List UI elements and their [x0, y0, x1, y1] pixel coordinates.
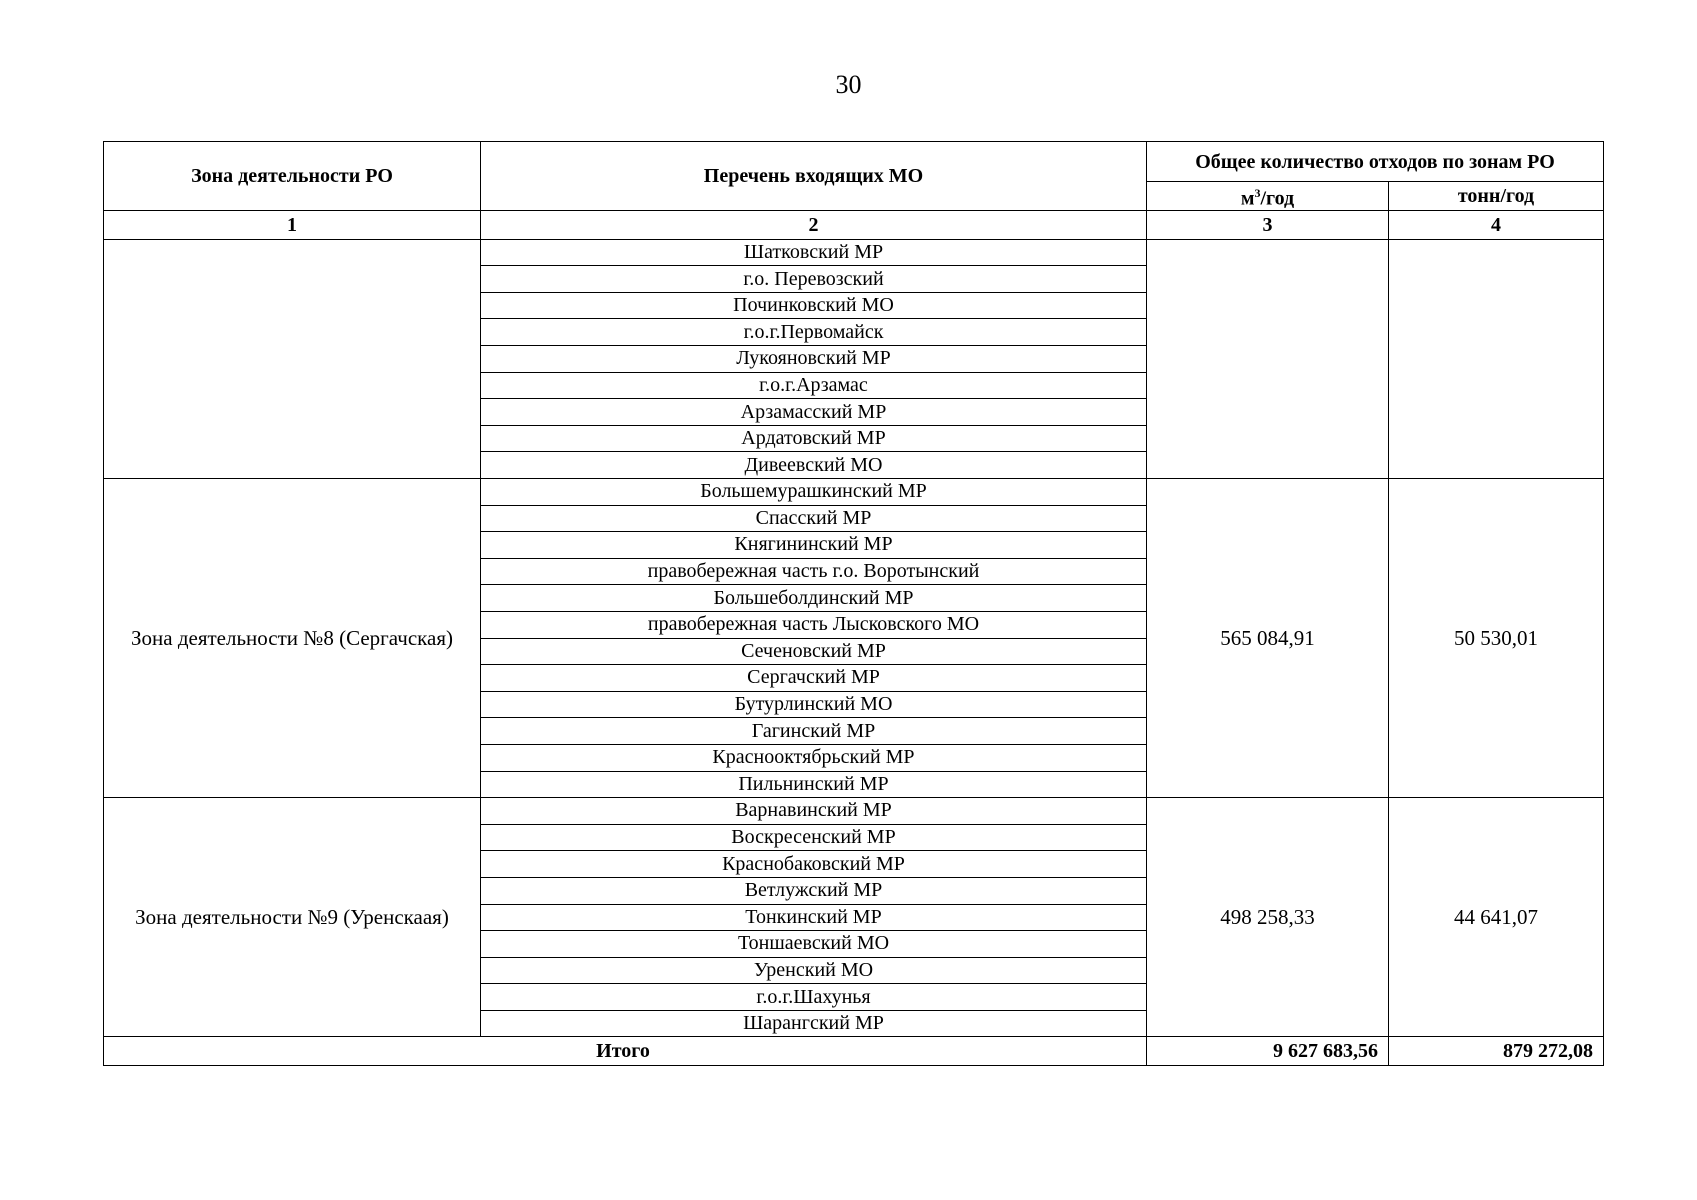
mo-item: Ветлужский МР [481, 877, 1147, 904]
mo-item: правобережная часть г.о. Воротынский [481, 558, 1147, 585]
mo-item: Починковский МО [481, 292, 1147, 319]
total-m3: 9 627 683,56 [1147, 1037, 1389, 1066]
header-zone: Зона деятельности РО [104, 142, 481, 211]
column-number-4: 4 [1389, 210, 1604, 239]
mo-item: Сеченовский МР [481, 638, 1147, 665]
mo-item: Пильнинский МР [481, 771, 1147, 798]
mo-item: Воскресенский МР [481, 824, 1147, 851]
header-mo-list: Перечень входящих МО [481, 142, 1147, 211]
mo-item: Бутурлинский МО [481, 691, 1147, 718]
mo-item: Спасский МР [481, 505, 1147, 532]
zone-name: Зона деятельности №8 (Сергачская) [104, 479, 481, 798]
mo-item: Большеболдинский МР [481, 585, 1147, 612]
zone-waste-tons [1389, 239, 1604, 478]
mo-item: г.о.г.Арзамас [481, 372, 1147, 399]
zone-waste-m3 [1147, 239, 1389, 478]
mo-item: г.о.г.Первомайск [481, 319, 1147, 346]
column-number-1: 1 [104, 210, 481, 239]
mo-item: г.о.г.Шахунья [481, 984, 1147, 1011]
mo-item: Сергачский МР [481, 665, 1147, 692]
mo-item: Тоншаевский МО [481, 931, 1147, 958]
zone-waste-m3: 565 084,91 [1147, 479, 1389, 798]
mo-item: Тонкинский МР [481, 904, 1147, 931]
mo-item: Краснобаковский МР [481, 851, 1147, 878]
zone-waste-tons: 50 530,01 [1389, 479, 1604, 798]
zone-waste-tons: 44 641,07 [1389, 798, 1604, 1037]
mo-item: Шарангский МР [481, 1010, 1147, 1037]
waste-table [103, 141, 1604, 1066]
zone-waste-m3: 498 258,33 [1147, 798, 1389, 1037]
table-row [104, 798, 1604, 825]
header-unit-m3 [1147, 182, 1389, 211]
page-number: 30 [835, 70, 862, 99]
mo-item: Гагинский МР [481, 718, 1147, 745]
unit-m3-prefix: м [1240, 187, 1255, 210]
mo-item: Уренский МО [481, 957, 1147, 984]
unit-m3-suffix: /год [1260, 187, 1295, 210]
column-number-2: 2 [481, 210, 1147, 239]
header-unit-tons: тонн/год [1389, 182, 1604, 211]
mo-item: Краснооктябрьский МР [481, 744, 1147, 771]
total-label: Итого [104, 1037, 1147, 1066]
zone-name: Зона деятельности №9 (Уренскаая) [104, 798, 481, 1037]
mo-item: Большемурашкинский МР [481, 479, 1147, 506]
total-tons: 879 272,08 [1389, 1037, 1604, 1066]
mo-item: Лукояновский МР [481, 346, 1147, 373]
mo-item: Дивеевский МО [481, 452, 1147, 479]
mo-item: Княгининский МР [481, 532, 1147, 559]
table-row [104, 479, 1604, 506]
mo-item: Шатковский МР [481, 239, 1147, 266]
mo-item: Варнавинский МР [481, 798, 1147, 825]
mo-item: правобережная часть Лысковского МО [481, 611, 1147, 638]
zone-name [104, 239, 481, 478]
unit-m3-sup: 3 [1254, 186, 1261, 200]
column-number-3: 3 [1147, 210, 1389, 239]
table-row [104, 239, 1604, 266]
table-body [104, 239, 1604, 1037]
mo-item: Ардатовский МР [481, 425, 1147, 452]
total-row [104, 1037, 1604, 1066]
mo-item: Арзамасский МР [481, 399, 1147, 426]
mo-item: г.о. Перевозский [481, 266, 1147, 293]
header-waste-total: Общее количество отходов по зонам РО [1147, 142, 1604, 182]
